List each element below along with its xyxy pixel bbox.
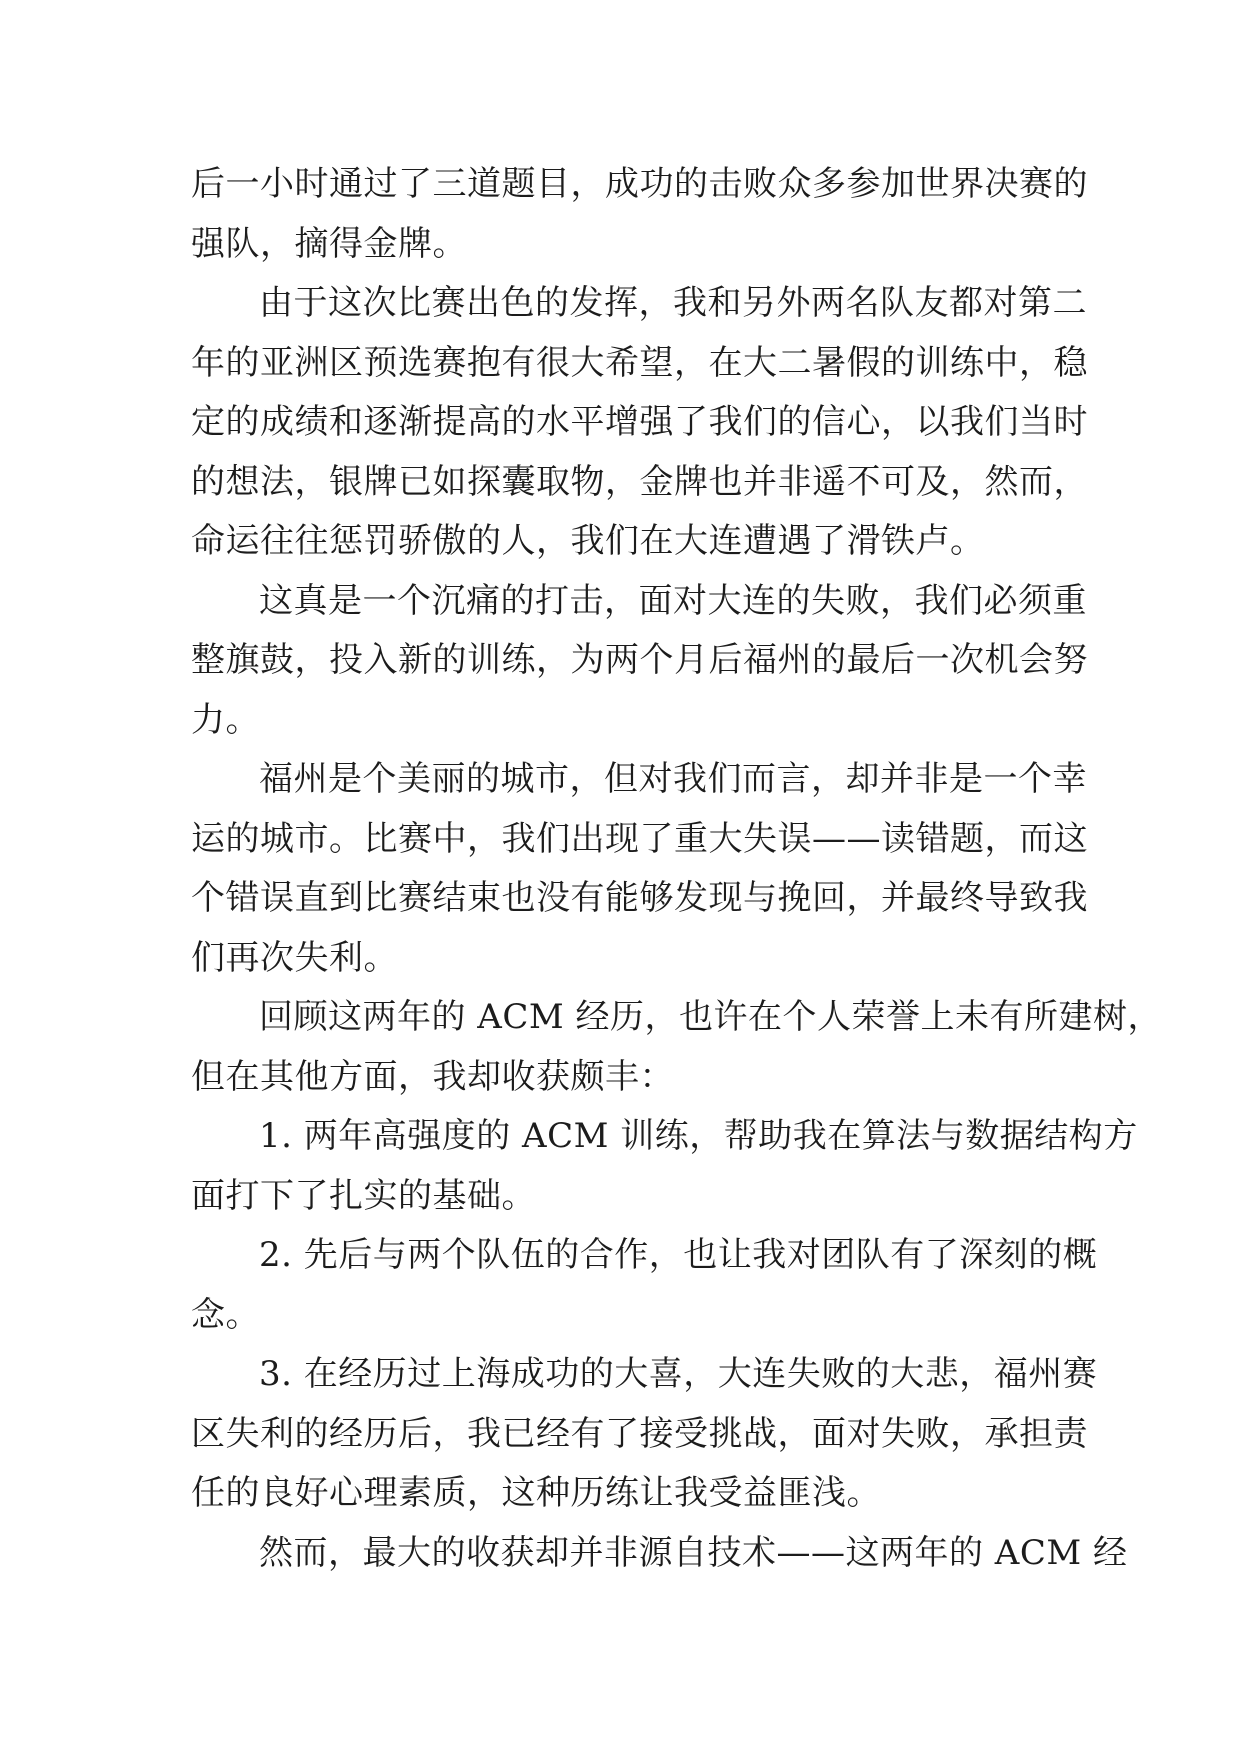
text-line: 命运往往惩罚骄傲的人，我们在大连遭遇了滑铁卢。 [191,521,985,561]
text-line: 整旗鼓，投入新的训练，为两个月后福州的最后一次机会努 [191,640,1088,680]
text-line: 定的成绩和逐渐提高的水平增强了我们的信心，以我们当时 [191,402,1088,442]
paragraph-first-line: 回顾这两年的 ACM 经历，也许在个人荣誉上未有所建树， [259,997,1162,1037]
text-line: 念。 [191,1294,260,1335]
text-line: 们再次失利。 [191,937,398,978]
text-line: 面打下了扎实的基础。 [191,1175,536,1216]
text-line: 运的城市。比赛中，我们出现了重大失误——读错题，而这 [191,818,1088,859]
text-line: 强队，摘得金牌。 [191,223,467,264]
paragraph-first-line: 由于这次比赛出色的发挥，我和另外两名队友都对第二 [259,283,1087,323]
text-line: 的想法，银牌已如探囊取物，金牌也并非遥不可及，然而， [191,461,1088,502]
paragraph-first-line: 福州是个美丽的城市，但对我们而言，却并非是一个幸 [259,759,1087,799]
list-item-1: 1. 两年高强度的 ACM 训练，帮助我在算法与数据结构方 [259,1116,1138,1156]
body-text [191,155,1162,1583]
list-item-3: 3. 在经历过上海成功的大喜，大连失败的大悲，福州赛 [259,1354,1098,1394]
paragraph-first-line: 这真是一个沉痛的打击，面对大连的失败，我们必须重 [259,580,1087,621]
text-line: 个错误直到比赛结束也没有能够发现与挽回，并最终导致我 [191,878,1088,918]
text-line: 力。 [191,699,260,740]
text-line: 任的良好心理素质，这种历练让我受益匪浅。 [191,1473,881,1513]
paragraph-first-line: 然而，最大的收获却并非源自技术——这两年的 ACM 经 [259,1532,1128,1573]
text-line: 后一小时通过了三道题目，成功的击败众多参加世界决赛的 [191,164,1088,204]
text-line: 但在其他方面，我却收获颇丰： [191,1056,674,1097]
text-line: 年的亚洲区预选赛抱有很大希望，在大二暑假的训练中，稳 [191,342,1088,383]
list-item-2: 2. 先后与两个队伍的合作，也让我对团队有了深刻的概 [259,1235,1098,1275]
text-line: 区失利的经历后，我已经有了接受挑战，面对失败，承担责 [191,1413,1088,1454]
